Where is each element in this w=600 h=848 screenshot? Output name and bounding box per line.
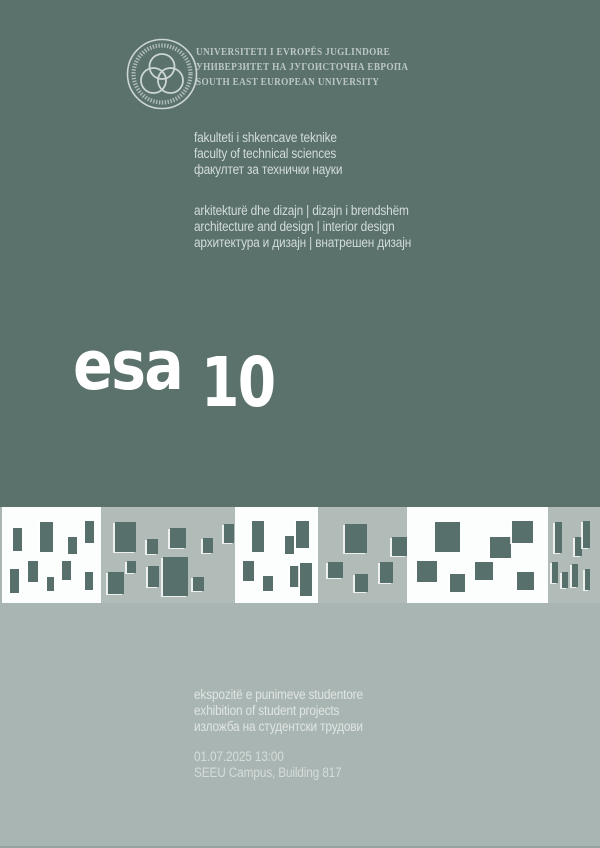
faculty-english: faculty of technical sciences (194, 146, 337, 161)
band-rect (263, 576, 273, 591)
event-english: exhibition of student projects (194, 703, 340, 718)
band-rect (392, 537, 407, 556)
band-rect (13, 528, 22, 551)
band-rect (555, 522, 562, 553)
band-rect (203, 538, 213, 553)
band-rect (40, 522, 53, 552)
band-rect (517, 572, 534, 590)
band-rect (127, 561, 136, 573)
band-rect (575, 537, 582, 556)
band-rect (435, 522, 460, 552)
title-esa: esa (73, 326, 183, 406)
event-datetime-block (194, 749, 341, 781)
program-albanian: arkitekturë dhe dizajn | dizajn i brendshëm (194, 203, 409, 218)
event-datetime: 01.07.2025 13:00 (194, 749, 284, 764)
band-rect (490, 537, 511, 558)
event-block (194, 687, 363, 735)
band-rect (380, 562, 393, 583)
band-rect (193, 577, 204, 591)
band-rect (163, 557, 188, 596)
band-rect (417, 561, 437, 582)
band-rect (243, 561, 254, 581)
band-rect (115, 522, 136, 552)
seeu-seal-svg (124, 36, 200, 112)
band-rect (512, 521, 533, 543)
band-rect (450, 574, 465, 592)
university-name-albanian: UNIVERSITETI I EVROPËS JUGLINDORE (196, 46, 391, 58)
band-rect (552, 562, 558, 583)
band-rect (47, 577, 54, 591)
band-rect (85, 572, 93, 590)
band-rect (252, 521, 264, 552)
university-name-macedonian: УНИВЕРЗИТЕТ НА ЈУГОИСТОЧНА ЕВРОПА (196, 61, 409, 73)
band-rect (290, 566, 299, 587)
band-rect (85, 521, 94, 543)
faculty-albanian: fakulteti i shkencave teknike (194, 130, 337, 145)
band-rect (355, 574, 368, 592)
band-rect (300, 563, 312, 596)
event-macedonian: изложба на студентски трудови (194, 719, 363, 734)
band-rect (62, 561, 71, 580)
band-rect (170, 528, 186, 548)
band-rect (345, 524, 367, 553)
program-macedonian: архитектура и дизајн | внатрешен дизајн (194, 235, 412, 250)
band-rect (296, 521, 309, 548)
program-block (194, 203, 411, 251)
program-english: architecture and design | interior design (194, 219, 395, 234)
band-rect (28, 561, 38, 582)
band-rect (583, 521, 590, 548)
band-rect (68, 537, 77, 554)
band-rect (285, 536, 294, 554)
faculty-macedonian: факултет за технички науки (194, 162, 343, 177)
faculty-block (194, 130, 342, 178)
band-rect (572, 564, 578, 587)
poster-title (73, 326, 293, 423)
band-rect (562, 572, 568, 588)
event-albanian: ekspozitë e punimeve studentore (194, 687, 363, 702)
university-name (196, 45, 408, 90)
band-rect (475, 562, 493, 580)
band-rect (10, 569, 19, 593)
decorative-band (0, 507, 600, 603)
band-rect (108, 572, 124, 594)
band-rect (224, 524, 234, 543)
seeu-seal-icon (124, 36, 200, 112)
band-rect (328, 562, 343, 578)
band-rect (585, 569, 590, 590)
event-location: SEEU Campus, Building 817 (194, 765, 342, 780)
title-number: 10 (201, 343, 276, 423)
band-rect (148, 566, 159, 587)
university-name-english: SOUTH EAST EUROPEAN UNIVERSITY (196, 76, 380, 88)
band-rect (147, 539, 158, 554)
